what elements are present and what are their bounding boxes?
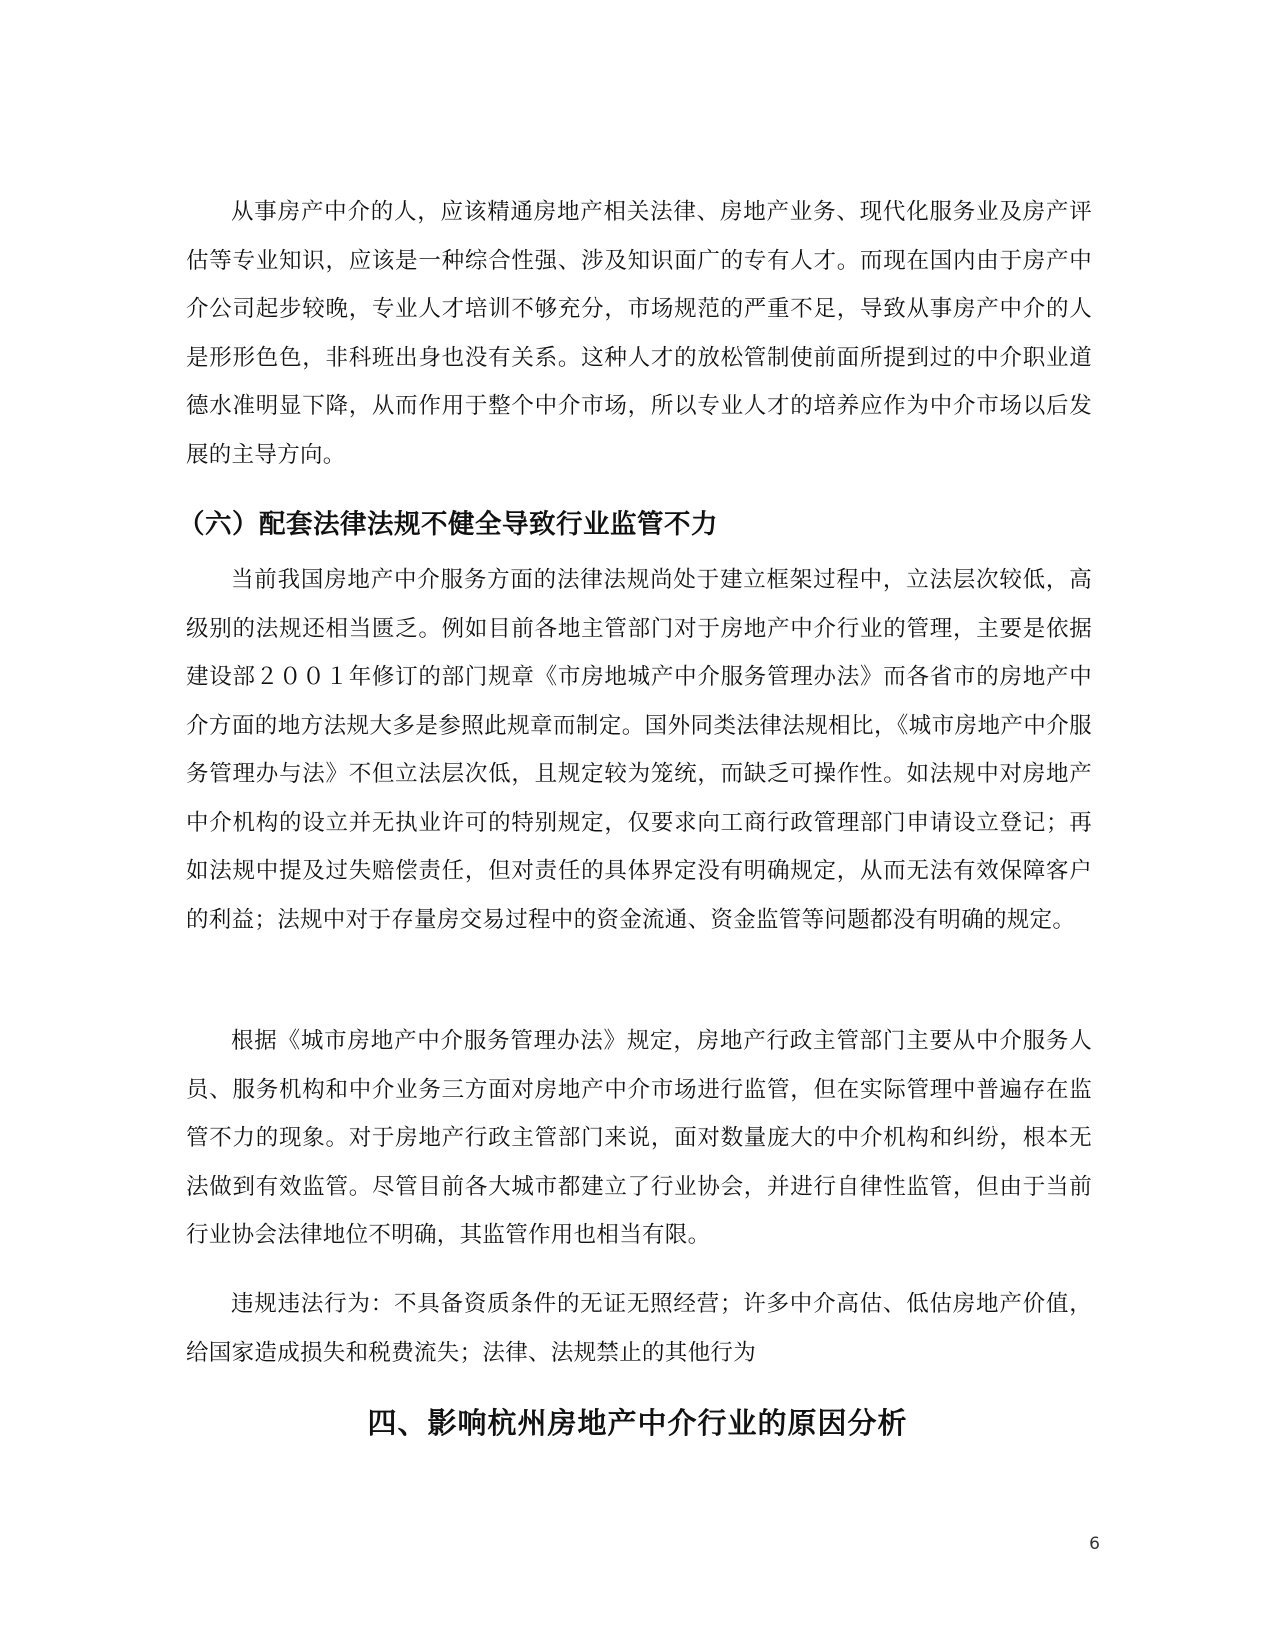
paragraph-violations: 违规违法行为：不具备资质条件的无证无照经营；许多中介高估、低估房地产价值，给国家造成损失和税费流失；法律、法规禁止的其他行为 (186, 1291, 1092, 1366)
subheading-regulation: （六）配套法律法规不健全导致行业监管不力 (178, 509, 718, 540)
section-title: 四、影响杭州房地产中介行业的原因分析 (367, 1406, 908, 1440)
page-number: 6 (1089, 1534, 1100, 1554)
paragraph-supervision: 根据《城市房地产中介服务管理办法》规定，房地产行政主管部门主要从中介服务人员、服务机构和中介业务三方面对房地产中介市场进行监管，但在实际管理中普遍存在监管不力的现象。对于房地产行政主管部门来说，面对数量庞大的中介机构和纠纷，根本无法做到有效监管。尽管目前各大城市都建立了行业协会，并进行自律性监管，但由于当前行业协会法律地位不明确，其监管作用也相当有限。 (186, 1028, 1092, 1248)
paragraph-legal-framework: 当前我国房地产中介服务方面的法律法规尚处于建立框架过程中，立法层次较低，高级别的法规还相当匮乏。例如目前各地主管部门对于房地产中介行业的管理，主要是依据建设部２００１年修订的部门规章《市房地城产中介服务管理办法》而各省市的房地产中介方面的地方法规大多是参照此规章而制定。国外同类法律法规相比，《城市房地产中介服务管理办与法》不但立法层次低，且规定较为笼统，而缺乏可操作性。如法规中对房地产中介机构的设立并无执业许可的特别规定，仅要求向工商行政管理部门申请设立登记；再如法规中提及过失赔偿责任，但对责任的具体界定没有明确规定，从而无法有效保障客户的利益；法规中对于存量房交易过程中的资金流通、资金监管等问题都没有明确的规定。 (186, 567, 1092, 933)
paragraph-talent-training: 从事房产中介的人，应该精通房地产相关法律、房地产业务、现代化服务业及房产评估等专业知识，应该是一种综合性强、涉及知识面广的专有人才。而现在国内由于房产中介公司起步较晚，专业人才培训不够充分，市场规范的严重不足，导致从事房产中介的人是形形色色，非科班出身也没有关系。这种人才的放松管制使前面所提到过的中介职业道德水准明显下降，从而作用于整个中介市场，所以专业人才的培养应作为中介市场以后发展的主导方向。 (186, 199, 1092, 468)
